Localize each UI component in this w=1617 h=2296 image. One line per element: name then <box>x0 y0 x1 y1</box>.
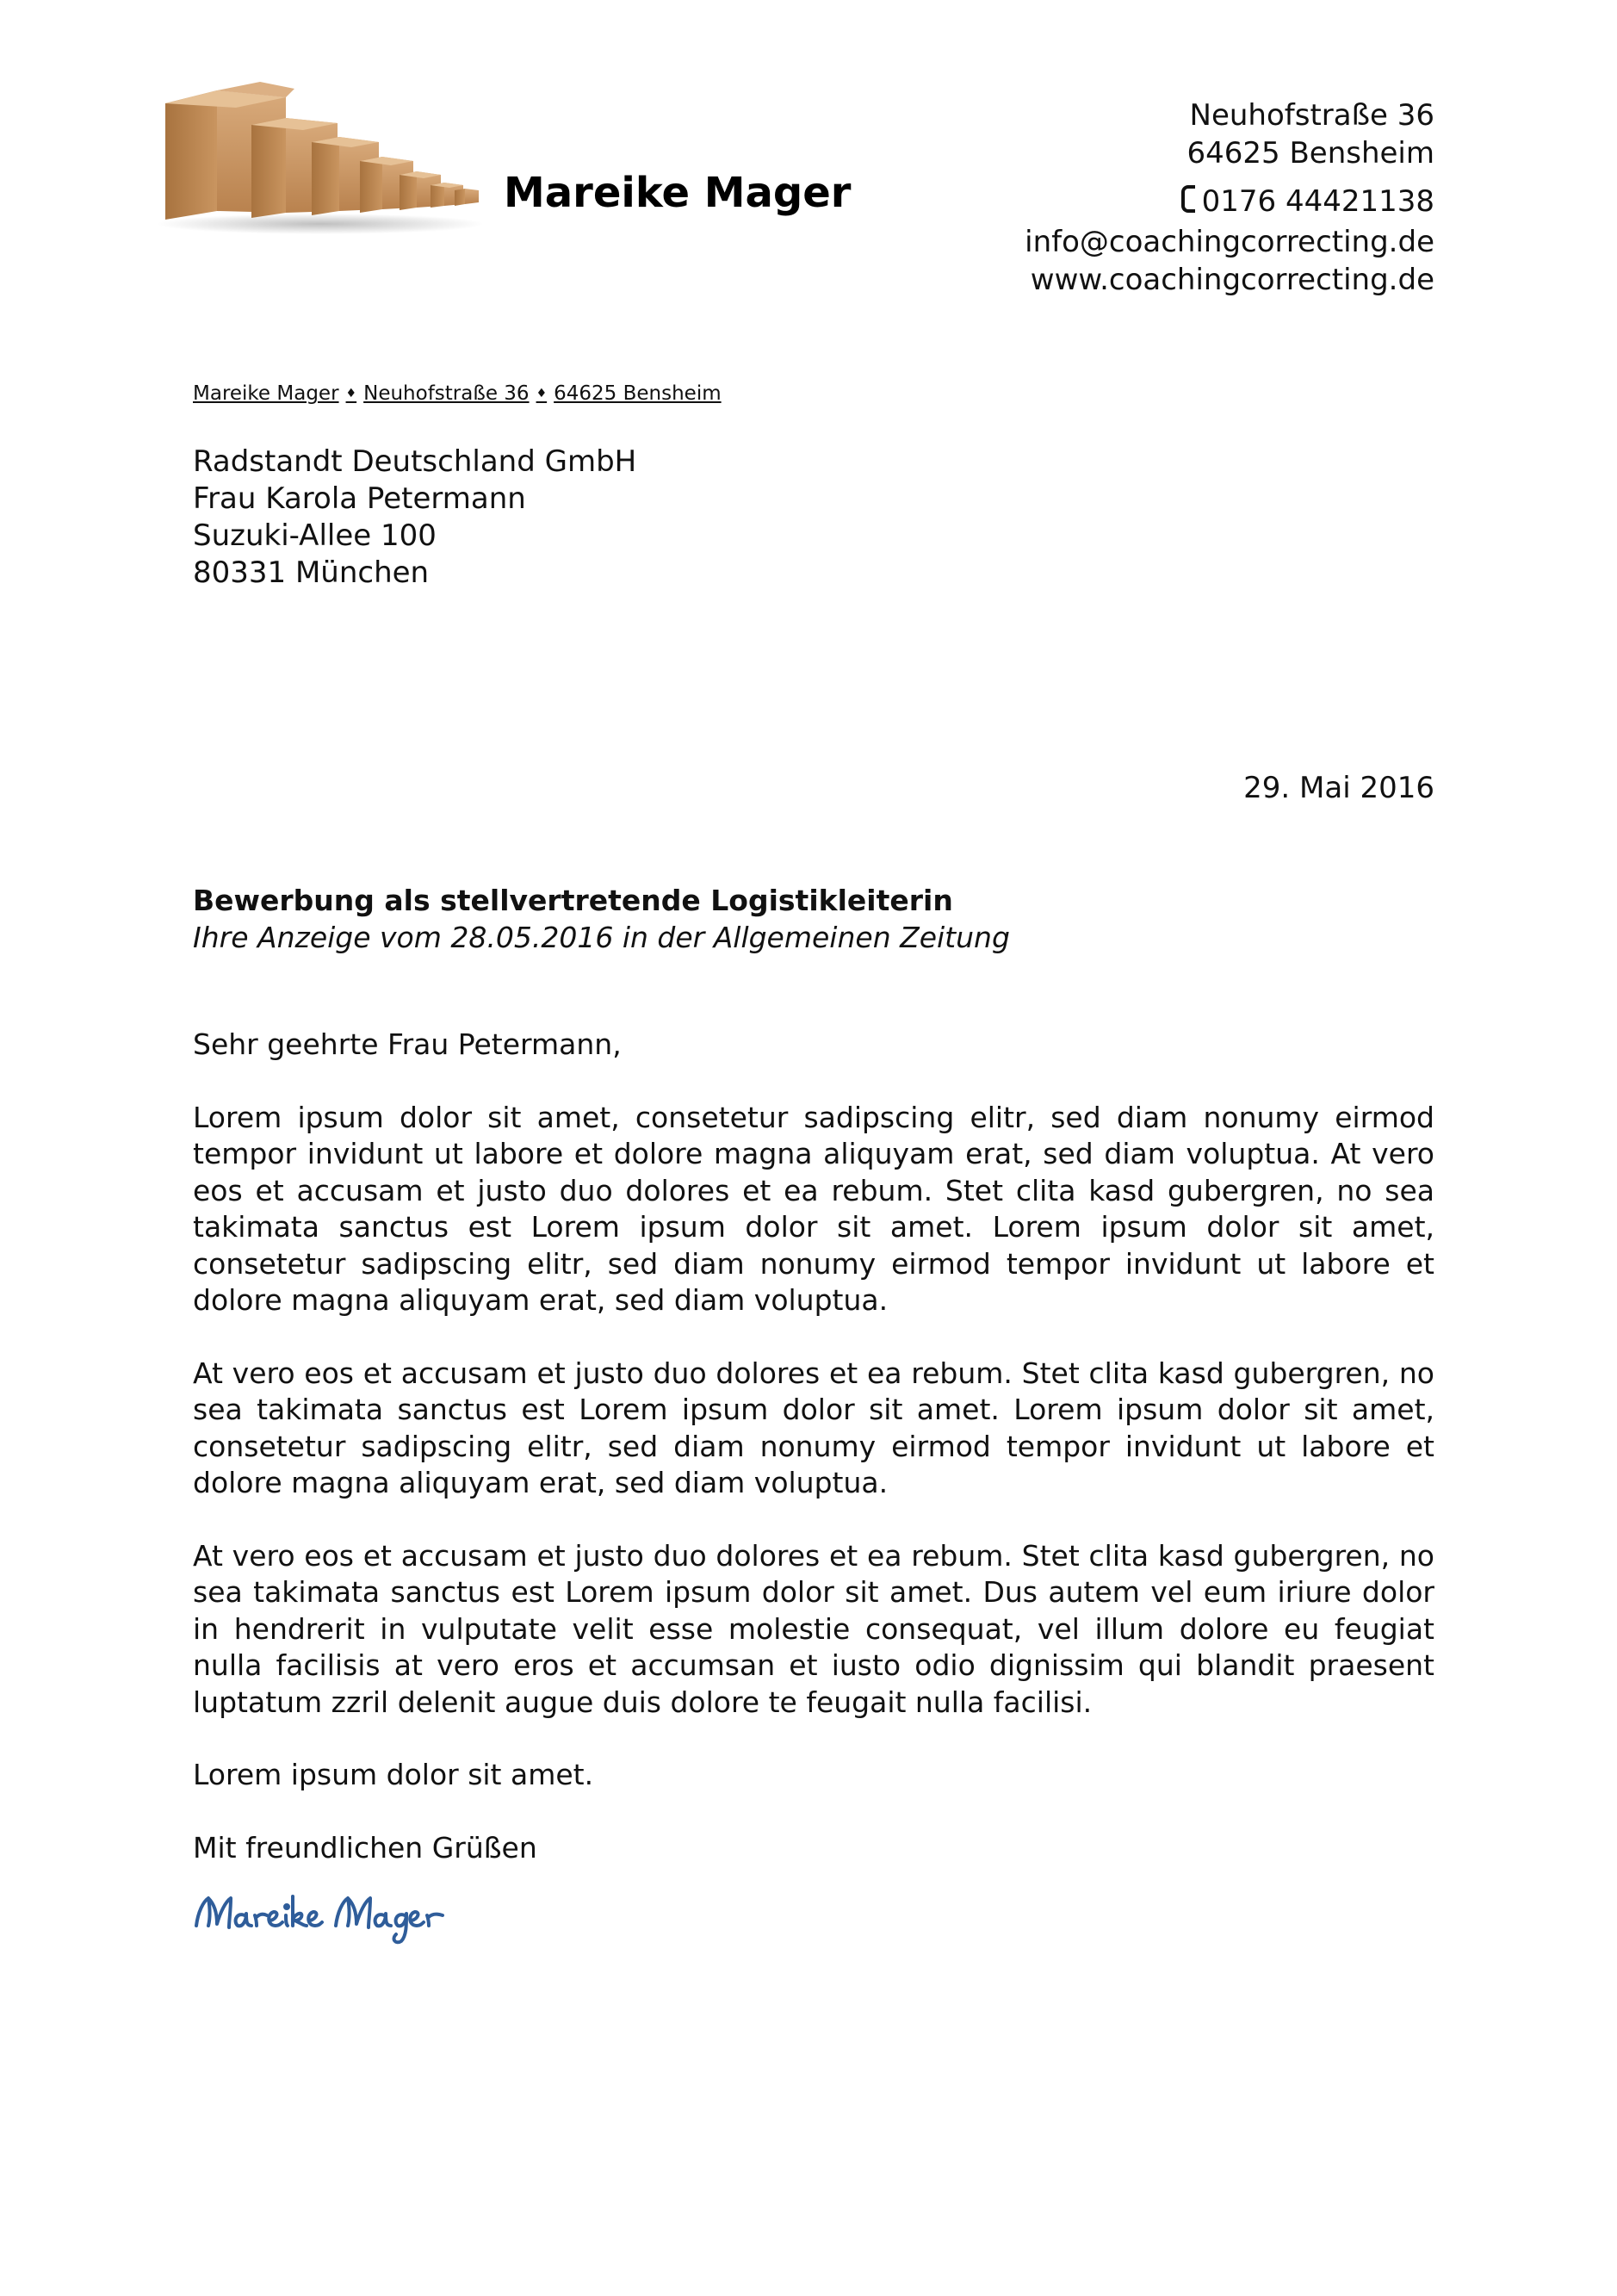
body-paragraph: At vero eos et accusam et justo duo dolores et ea rebum. Stet clita kasd gubergren, no sea takimata sanctus est Lorem ipsum dolor sit amet. Dus autem vel eum iriure dolor in hendrerit in vulputate velit esse molestie consequat, vel illum dolore eu feugiat nulla facilisis at vero eros et accumsan et iusto odio dignissim qui blandit praesent luptatum zzril delenit augue duis dolore te feugait nulla facilisi. <box>193 1538 1434 1719</box>
recipient-address <box>193 444 636 592</box>
sender-phone: 0176 44421138 <box>1201 184 1434 219</box>
body-paragraph: Lorem ipsum dolor sit amet, consetetur sadipscing elitr, sed diam nonumy eirmod tempor invidunt ut labore et dolore magna aliquyam erat, sed diam voluptua. At vero eos et accusam et justo duo dolores et ea rebum. Stet clita kasd gubergren, no sea takimata sanctus est Lorem ipsum dolor sit amet. Lorem ipsum dolor sit amet, consetetur sadipscing elitr, sed diam nonumy eirmod tempor invidunt ut labore et dolore magna aliquyam erat, sed diam voluptua. <box>193 1100 1434 1317</box>
sender-email: info@coachingcorrecting.de <box>1025 225 1434 259</box>
recipient-city: 80331 München <box>193 555 430 590</box>
separator-diamond-icon: ♦ <box>536 387 548 400</box>
sender-website: www.coachingcorrecting.de <box>1030 263 1434 297</box>
recipient-company: Radstandt Deutschland GmbH <box>193 444 637 479</box>
return-name: Mareike Mager <box>193 382 339 405</box>
return-city: 64625 Bensheim <box>554 382 722 405</box>
sender-city: 64625 Bensheim <box>1186 136 1434 171</box>
sender-street: Neuhofstraße 36 <box>1189 98 1434 133</box>
salutation: Sehr geehrte Frau Petermann, <box>193 1027 622 1061</box>
sender-contact-block <box>1025 96 1434 299</box>
body-paragraph: Lorem ipsum dolor sit amet. <box>193 1758 594 1791</box>
subject-title: Bewerbung als stellvertretende Logistikleiterin <box>193 884 953 917</box>
recipient-street: Suzuki-Allee 100 <box>193 518 437 553</box>
stacked-boxes-icon <box>157 82 493 237</box>
letter-date: 29. Mai 2016 <box>1243 771 1434 805</box>
letter-body <box>193 1027 1434 1902</box>
recipient-contact: Frau Karola Petermann <box>193 481 526 516</box>
body-paragraph: At vero eos et accusam et justo duo dolores et ea rebum. Stet clita kasd gubergren, no sea takimata sanctus est Lorem ipsum dolor sit amet. Lorem ipsum dolor sit amet, consetetur sadipscing elitr, sed diam nonumy eirmod tempor invidunt ut labore et dolore magna aliquyam erat, sed diam voluptua. <box>193 1356 1434 1499</box>
phone-icon <box>1181 185 1195 213</box>
separator-diamond-icon: ♦ <box>345 387 357 400</box>
subject-block <box>193 882 1010 956</box>
sender-name: Mareike Mager <box>504 169 852 217</box>
handwritten-signature <box>191 1886 467 1946</box>
return-street: Neuhofstraße 36 <box>363 382 530 405</box>
subject-reference: Ihre Anzeige vom 28.05.2016 in der Allgemeinen Zeitung <box>193 921 1010 954</box>
closing: Mit freundlichen Grüßen <box>193 1830 537 1865</box>
return-address-line <box>193 382 722 405</box>
sender-phone-line <box>1025 183 1434 220</box>
